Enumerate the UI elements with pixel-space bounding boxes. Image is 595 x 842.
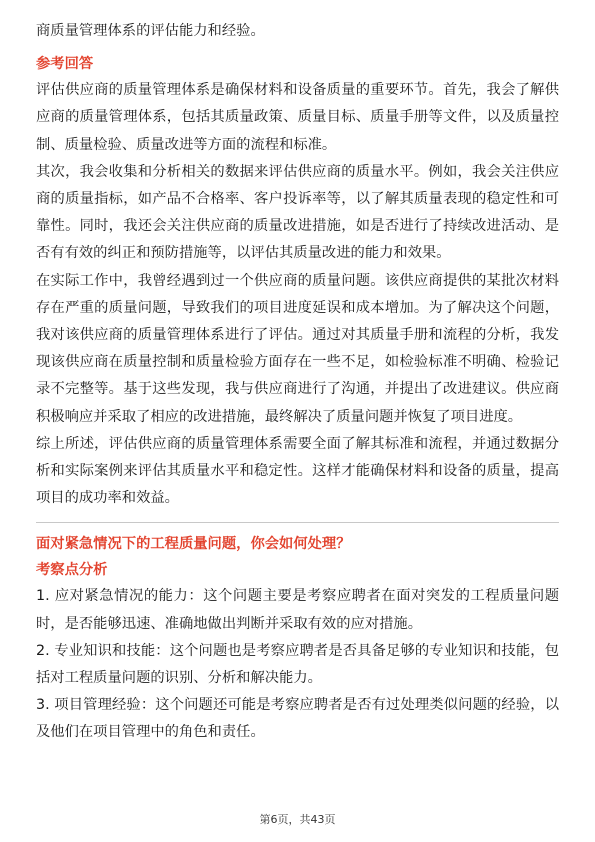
- question-heading: 面对紧急情况下的工程质量问题，你会如何处理？: [36, 536, 351, 553]
- answer-paragraph-4: 综上所述，评估供应商的质量管理体系需要全面了解其标准和流程，并通过数据分析和实际案例来评估其质量水平和稳定性。这样才能确保材料和设备的质量，提高项目的成功率和效益。: [36, 435, 559, 507]
- answer-heading: 参考回答: [36, 56, 94, 73]
- analysis-point-1: 1. 应对紧急情况的能力：这个问题主要是考察应聘者在面对突发的工程质量问题时，是否能够迅速、准确地做出判断并采取有效的应对措施。: [36, 588, 559, 632]
- analysis-point-3: 3. 项目管理经验：这个问题还可能是考察应聘者是否有过处理类似问题的经验，以及他们在项目管理中的角色和责任。: [36, 697, 559, 741]
- analysis-heading: 考察点分析: [36, 562, 108, 579]
- page-footer: 第6页，共43页: [259, 813, 336, 826]
- page-body: [36, 18, 559, 747]
- answer-paragraph-3: 在实际工作中，我曾经遇到过一个供应商的质量问题。该供应商提供的某批次材料存在严重的质量问题，导致我们的项目进度延误和成本增加。为了解决这个问题，我对该供应商的质量管理体系进行了评估。通过对其质量手册和流程的分析，我发现该供应商在质量控制和质量检验方面存在一些不足，如检验标准不明确、检验记录不完整等。基于这些发现，我与供应商进行了沟通，并提出了改进建议。供应商积极响应并采取了相应的改进措施，最终解决了质量问题并恢复了项目进度。: [36, 272, 559, 425]
- answer-paragraph-1: 评估供应商的质量管理体系是确保材料和设备质量的重要环节。首先，我会了解供应商的质量管理体系，包括其质量政策、质量目标、质量手册等文件，以及质量控制、质量检验、质量改进等方面的流程和标准。: [36, 82, 559, 153]
- answer-paragraph-2: 其次，我会收集和分析相关的数据来评估供应商的质量水平。例如，我会关注供应商的质量指标，如产品不合格率、客户投诉率等，以了解其质量表现的稳定性和可靠性。同时，我还会关注供应商的质量改进措施，如是否进行了持续改进活动、是否有有效的纠正和预防措施等，以评估其质量改进的能力和效果。: [36, 163, 559, 262]
- intro-tail-text: 商质量管理体系的评估能力和经验。: [36, 23, 265, 39]
- section-divider: [36, 522, 559, 523]
- analysis-point-2: 2. 专业知识和技能：这个问题也是考察应聘者是否具备足够的专业知识和技能，包括对工程质量问题的识别、分析和解决能力。: [36, 642, 559, 687]
